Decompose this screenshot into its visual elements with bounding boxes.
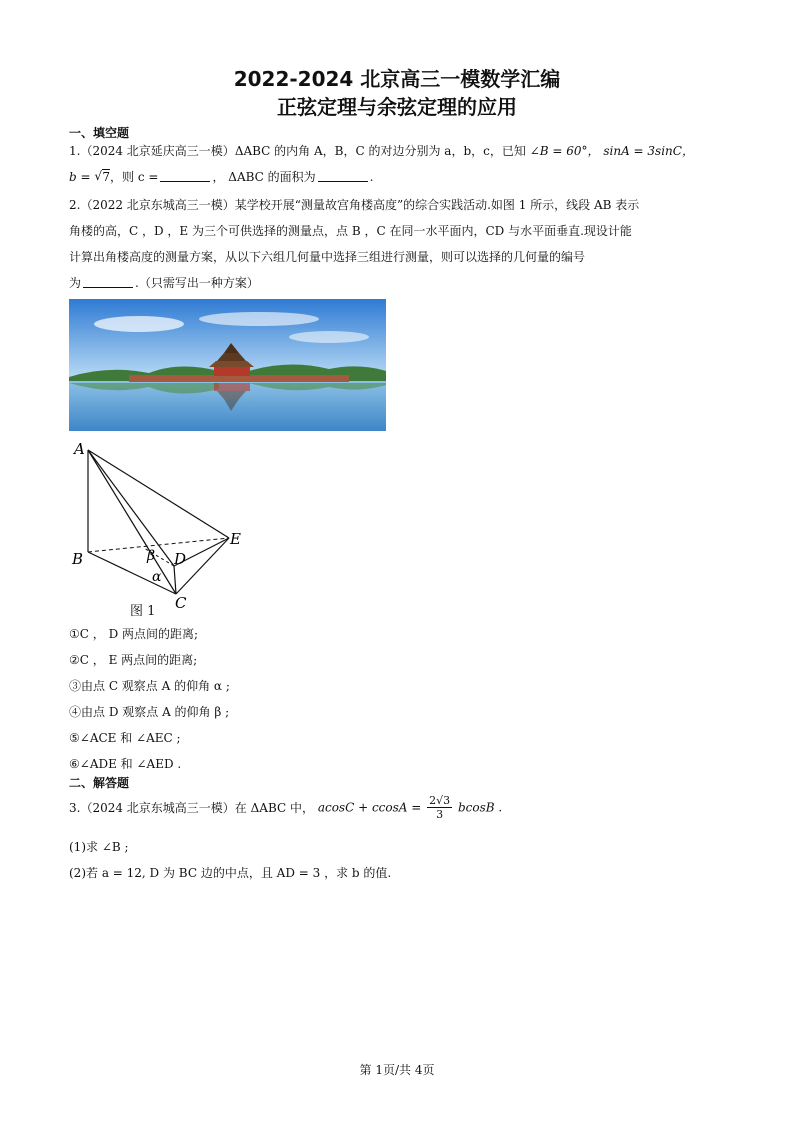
q3-part1: (1)求 ∠B ; [69, 840, 129, 854]
q3-eq-right: bcosB . [457, 800, 503, 815]
q2-option-3: ③由点 C 观察点 A 的仰角 α ; [69, 679, 230, 693]
q3-frac-num: 2√3 [429, 794, 451, 807]
q3-prefix: 3.（2024 北京东城高三一模）在 ΔABC 中， [69, 801, 314, 815]
page-footer: 第 1页/共 4页 [359, 1063, 435, 1077]
page-title: 2022-2024 北京高三一模数学汇编 [233, 67, 561, 91]
q3-line1 [69, 794, 502, 821]
label-alpha: α [152, 569, 162, 585]
q1-line2 [69, 168, 373, 185]
label-beta: β [147, 548, 156, 564]
figure-1-diagram [66, 436, 266, 616]
q1-area: ΔABC 的面积为 [228, 170, 316, 184]
q1-text: ΔABC 的内角 A，B，C 的对边分别为 a，b，c，已知 [234, 144, 526, 158]
q2-line4-prefix: 为 [69, 276, 82, 290]
q3-eq-left: acosC + ccosA = [317, 800, 422, 815]
q1-line1 [69, 142, 694, 159]
label-B: B [72, 550, 84, 568]
label-D: D [174, 550, 187, 568]
q2-line3: 计算出角楼高度的测量方案，从以下六组几何量中选择三组进行测量，则可以选择的几何量的编号 [69, 250, 586, 264]
q3-part2: (2)若 a = 12, D 为 BC 边的中点，且 AD = 3 ，求 b 的值. [69, 866, 392, 880]
q1-end: . [369, 170, 374, 184]
q2-option-1: ①C ， D 两点间的距离; [69, 627, 199, 641]
q1-blank-area [318, 170, 368, 182]
section-answer: 二、解答题 [69, 776, 130, 790]
q2-line4 [69, 274, 259, 291]
section-fill-in: 一、填空题 [69, 126, 130, 140]
figure-caption: 图 1 [130, 604, 156, 619]
q3-frac-den: 3 [436, 808, 444, 821]
q2-option-5: ⑤∠ACE 和 ∠AEC ; [69, 731, 181, 745]
label-E: E [230, 530, 241, 548]
q1-prefix: 1.（2024 北京延庆高三一模） [69, 144, 235, 158]
q2-option-2: ②C ， E 两点间的距离; [69, 653, 198, 667]
q1-c-prefix: ，则 c = [110, 170, 159, 184]
q1-b-label: b = [69, 170, 91, 184]
q1-cond1: ∠B = 60°， [529, 144, 600, 158]
q1-blank-c [160, 170, 210, 182]
corner-tower-photo [69, 299, 386, 431]
q2-line4-suffix: .（只需写出一种方案） [135, 276, 259, 290]
q3-fraction [427, 794, 452, 821]
q1-sep: ， [212, 170, 225, 184]
q2-blank [83, 276, 133, 288]
label-A: A [74, 440, 85, 458]
q2-line1: 2.（2022 北京东城高三一模）某学校开展“测量故宫角楼高度”的综合实践活动.如图 1 所示，线段 AB 表示 [69, 198, 640, 212]
q1-cond2: sinA = 3sinC， [603, 144, 694, 158]
q2-option-6: ⑥∠ADE 和 ∠AED . [69, 757, 182, 771]
page-subtitle: 正弦定理与余弦定理的应用 [277, 95, 517, 119]
q2-line2: 角楼的高，C ，D ，E 为三个可供选择的测量点，点 B ，C 在同一水平面内，CD 与水平面垂直.现设计能 [69, 224, 632, 238]
label-C: C [175, 594, 187, 612]
q1-b-sqrt: √ 7 [94, 170, 110, 184]
q2-option-4: ④由点 D 观察点 A 的仰角 β ; [69, 705, 230, 719]
